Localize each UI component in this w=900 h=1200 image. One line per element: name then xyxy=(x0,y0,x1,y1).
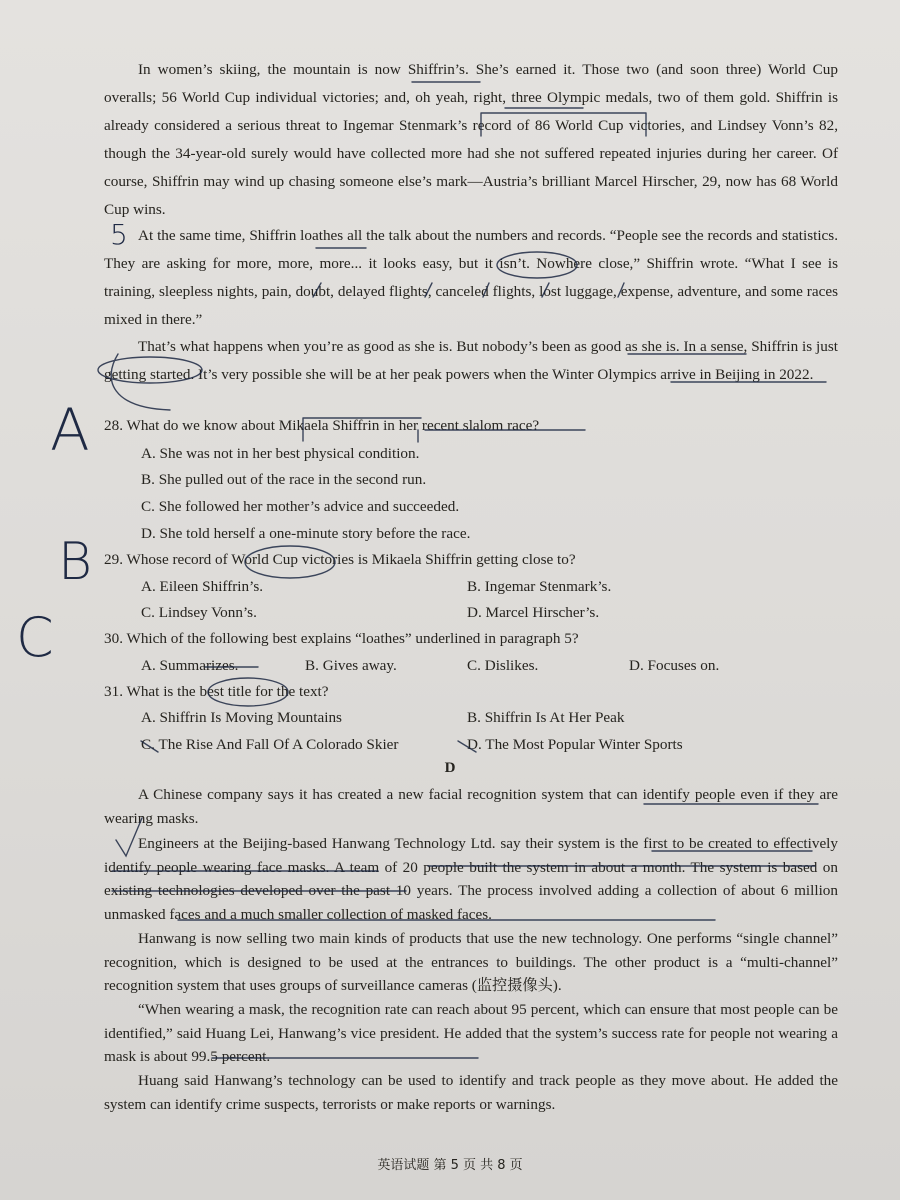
question-30-stem: 30. Which of the following best explains “loathes” underlined in paragraph 5? xyxy=(104,630,579,647)
paragraph-text: A Chinese company says it has created a new facial recognition system that can identify people even if they are wearing masks. xyxy=(104,786,838,827)
question-28-option-d: D. She told herself a one-minute story before the race. xyxy=(141,525,471,542)
question-28-option-a: A. She was not in her best physical condition. xyxy=(141,445,420,462)
question-28-option-b: B. She pulled out of the race in the second run. xyxy=(141,471,427,488)
passage-d-paragraph-4 xyxy=(104,998,838,1069)
question-29-stem: 29. Whose record of World Cup victories is Mikaela Shiffrin getting close to? xyxy=(104,551,576,568)
page-footer: 英语试题 第 5 页 共 8 页 xyxy=(377,1158,523,1173)
paragraph-text: Engineers at the Beijing-based Hanwang Technology Ltd. say their system is the first to be created to effectively identify people wearing face masks. A team of 20 people built the system in about a month. The system is based on existing technologies developed over the past 10 years. The process involved adding a collection of about 6 million unmasked faces and a much smaller collection of masked faces. xyxy=(104,835,838,923)
question-29-option-c: C. Lindsey Vonn’s. xyxy=(141,604,257,621)
question-29-option-a: A. Eileen Shiffrin’s. xyxy=(141,578,264,595)
handwritten-answer-28: A xyxy=(50,396,90,464)
question-31-option-d: D. The Most Popular Winter Sports xyxy=(467,736,683,753)
question-28-option-c: C. She followed her mother’s advice and succeeded. xyxy=(141,498,460,515)
paragraph-text: That’s what happens when you’re as good as she is. But nobody’s been as good as she is. In a sense, Shiffrin is just getting started. It’s very possible she will be at her peak powers when the Winter Olympics arrive in Beijing in 2022. xyxy=(104,338,838,383)
question-30-option-d: D. Focuses on. xyxy=(629,657,720,674)
question-30-option-a: A. Summarizes. xyxy=(141,657,239,674)
handwritten-answer-29: B xyxy=(58,532,93,592)
passage-d-paragraph-1 xyxy=(104,783,838,830)
section-heading-d: D xyxy=(444,760,456,776)
question-28-stem: 28. What do we know about Mikaela Shiffrin in her recent slalom race? xyxy=(104,417,540,434)
paragraph-text: Hanwang is now selling two main kinds of products that use the new technology. One performs “single channel” recognition, which is designed to be used at the entrances to buildings. The other product is a “multi-channel” recognition system that uses groups of surveillance cameras (监控摄像头). xyxy=(104,930,838,994)
passage-c-paragraph-4 xyxy=(104,56,838,224)
passage-c-paragraph-5 xyxy=(104,222,838,334)
passage-c-paragraph-6 xyxy=(104,333,838,389)
passage-d-paragraph-3 xyxy=(104,927,838,998)
question-29-option-d: D. Marcel Hirscher’s. xyxy=(467,604,600,621)
question-29-option-b: B. Ingemar Stenmark’s. xyxy=(467,578,612,595)
handwritten-paragraph-number: 5 xyxy=(110,218,128,251)
paragraph-text: In women’s skiing, the mountain is now Shiffrin’s. She’s earned it. Those two (and soon three) World Cup overalls; 56 World Cup individual victories; and, oh yeah, right, three Olympic medals, two of them gold. Shiffrin is already considered a serious threat to Ingemar Stenmark’s record of 86 World Cup victories, and Lindsey Vonn’s 82, though the 34-year-old surely would have collected more had she not suffered repeated injuries during her career. Of course, Shiffrin may wind up chasing someone else’s mark—Austria’s brilliant Marcel Hirscher, 29, now has 68 World Cup wins. xyxy=(104,61,838,218)
handwritten-answer-30: C xyxy=(16,606,54,669)
question-31-option-b: B. Shiffrin Is At Her Peak xyxy=(467,709,625,726)
question-31-stem: 31. What is the best title for the text? xyxy=(104,683,329,700)
question-30-option-b: B. Gives away. xyxy=(305,657,397,674)
question-30-option-c: C. Dislikes. xyxy=(467,657,539,674)
paragraph-text: “When wearing a mask, the recognition rate can reach about 95 percent, which can ensure that most people can be identified,” said Huang Lei, Hanwang’s vice president. He added that the system’s success rate for people not wearing a mask is about 99.5 percent. xyxy=(104,1001,838,1065)
passage-d-paragraph-5 xyxy=(104,1069,838,1116)
question-31-option-a: A. Shiffrin Is Moving Mountains xyxy=(141,709,342,726)
question-31-option-c: C. The Rise And Fall Of A Colorado Skier xyxy=(141,736,399,753)
paragraph-text: At the same time, Shiffrin loathes all the talk about the numbers and records. “People see the records and statistics. They are asking for more, more, more... it looks easy, but it isn’t. Nowhere close,” Shiffrin wrote. “What I see is training, sleepless nights, pain, doubt, delayed flights, canceled flights, lost luggage, expense, adventure, and some races mixed in there.” xyxy=(104,227,838,328)
paragraph-text: Huang said Hanwang’s technology can be used to identify and track people as they move about. He added the system can identify crime suspects, terrorists or make reports or warnings. xyxy=(104,1072,838,1113)
passage-d-paragraph-2 xyxy=(104,832,838,926)
